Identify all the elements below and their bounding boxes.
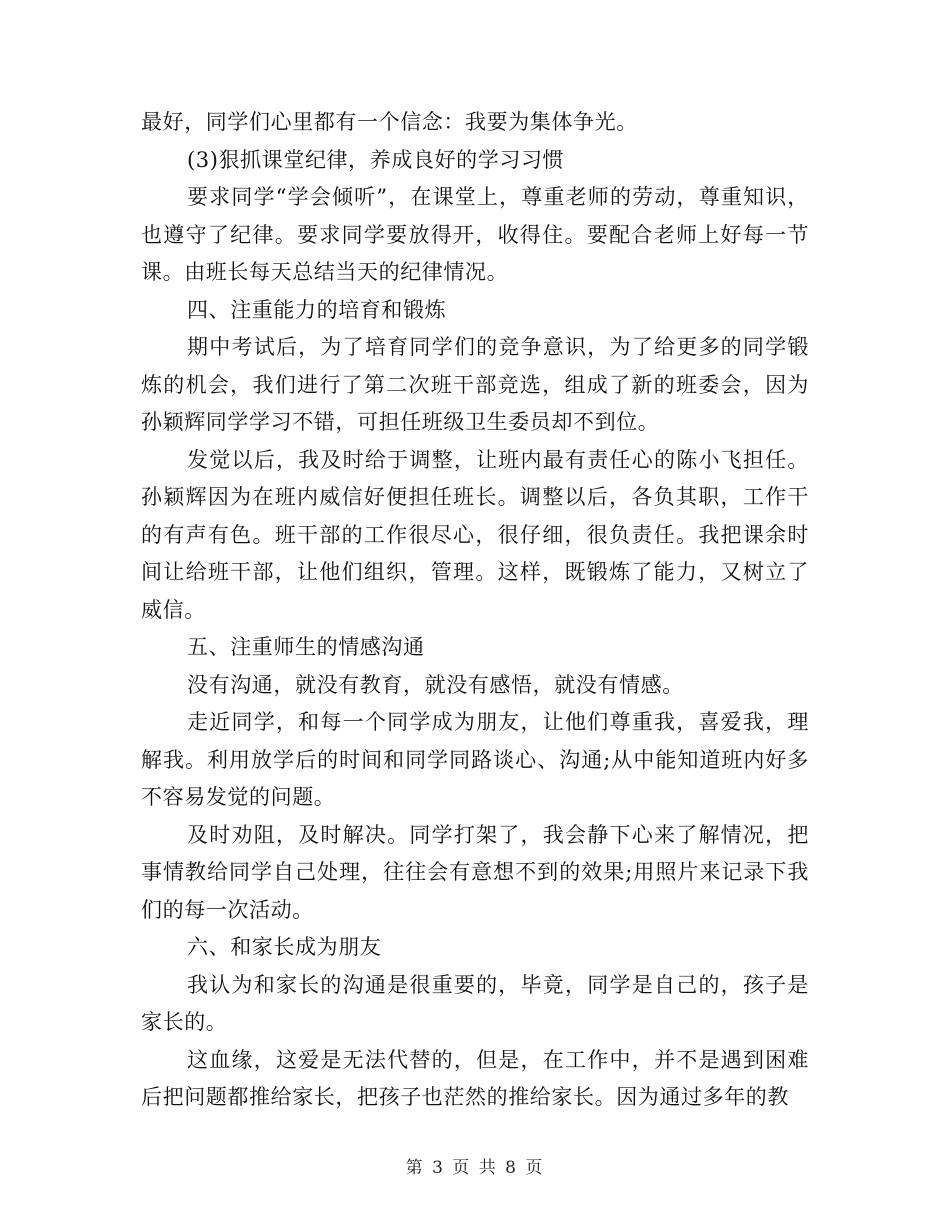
paragraph: 这血缘，这爱是无法代替的，但是，在工作中，并不是遇到困难后把问题都推给家长，把孩子也茫然的推给家长。因为通过多年的教 — [141, 1047, 809, 1109]
paragraph: 期中考试后，为了培育同学们的竞争意识，为了给更多的同学锻炼的机会，我们进行了第二次班干部竞选，组成了新的班委会，因为孙颖辉同学学习不错，可担任班级卫生委员却不到位。 — [141, 335, 809, 434]
paragraph: 没有沟通，就没有教育，就没有感悟，就没有情感。 — [187, 672, 684, 697]
page-number-footer: 第 3 页 共 8 页 — [405, 1158, 545, 1178]
section-heading: 六、和家长成为朋友 — [187, 935, 382, 959]
paragraph: 发觉以后，我及时给于调整，让班内最有责任心的陈小飞担任。孙颖辉因为在班内威信好便担任班长。调整以后，各负其职，工作干的有声有色。班干部的工作很尽心，很仔细，很负责任。我把课余时间让给班干部，让他们组织，管理。这样，既锻炼了能力，又树立了威信。 — [141, 447, 809, 622]
document-body — [141, 104, 809, 1117]
paragraph: 走近同学，和每一个同学成为朋友，让他们尊重我，喜爱我，理解我。利用放学后的时间和同学同路谈心、沟通;从中能知道班内好多不容易发觉的问题。 — [141, 710, 809, 809]
paragraph: 要求同学“学会倾听”，在课堂上，尊重老师的劳动，尊重知识，也遵守了纪律。要求同学要放得开，收得住。要配合老师上好每一节课。由班长每天总结当天的纪律情况。 — [141, 185, 809, 284]
paragraph: 最好，同学们心里都有一个信念：我要为集体争光。 — [141, 110, 638, 134]
section-subheading: (3)狠抓课堂纪律，养成良好的学习习惯 — [187, 147, 565, 172]
section-heading: 五、注重师生的情感沟通 — [187, 635, 425, 659]
section-heading: 四、注重能力的培育和锻炼 — [187, 297, 447, 322]
paragraph: 我认为和家长的沟通是很重要的，毕竟，同学是自己的，孩子是家长的。 — [141, 972, 809, 1034]
paragraph: 及时劝阻，及时解决。同学打架了，我会静下心来了解情况，把事情教给同学自己处理，往往会有意想不到的效果;用照片来记录下我们的每一次活动。 — [141, 822, 809, 922]
